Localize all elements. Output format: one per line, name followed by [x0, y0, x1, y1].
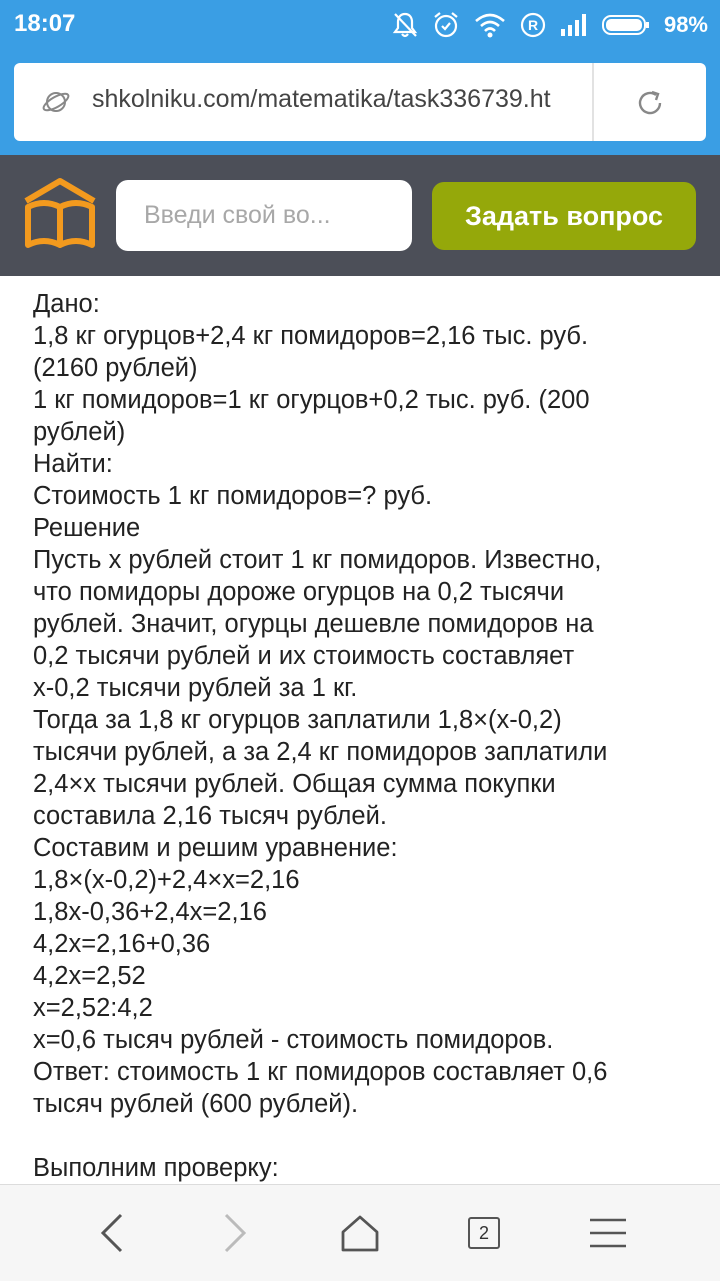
notifications-muted-icon: [392, 11, 418, 39]
forward-icon: [220, 1212, 250, 1254]
open-book-house-icon[interactable]: [22, 177, 98, 253]
reload-icon[interactable]: [634, 87, 666, 119]
ask-question-button[interactable]: Задать вопрос: [432, 182, 696, 250]
content-line: Найти:: [33, 450, 113, 478]
menu-button[interactable]: [568, 1185, 648, 1281]
content-line: (2160 рублей): [33, 354, 198, 382]
content-line: тысяч рублей (600 рублей).: [33, 1090, 359, 1118]
status-bar: [0, 0, 720, 50]
wifi-icon: [474, 12, 506, 38]
content-line: 1,8 кг огурцов+2,4 кг помидоров=2,16 тыс. руб.: [33, 322, 589, 350]
content-line: Выполним проверку:: [33, 1154, 279, 1182]
content-line: Составим и решим уравнение:: [33, 834, 398, 862]
signal-icon: [560, 13, 588, 37]
tabs-button[interactable]: [444, 1185, 524, 1281]
content-line: х-0,2 тысячи рублей за 1 кг.: [33, 674, 358, 702]
content-line: 1,8х-0,36+2,4х=2,16: [33, 898, 267, 926]
content-line: 4,2х=2,16+0,36: [33, 930, 211, 958]
content-line: 0,2 тысячи рублей и их стоимость составляет: [33, 642, 575, 670]
battery-icon: [602, 14, 650, 36]
content-line: Решение: [33, 514, 141, 542]
status-time: 18:07: [14, 10, 76, 37]
content-line: Ответ: стоимость 1 кг помидоров составляет 0,6: [33, 1058, 608, 1086]
content-line: 4,2х=2,52: [33, 962, 146, 990]
roaming-r-icon: [520, 12, 546, 38]
content-line: рублей. Значит, огурцы дешевле помидоров на: [33, 610, 594, 638]
home-button[interactable]: [320, 1185, 400, 1281]
content-line: составила 2,16 тысяч рублей.: [33, 802, 387, 830]
browser-chrome: [0, 0, 720, 155]
url-text[interactable]: shkolniku.com/matematika/task336739.ht: [92, 85, 551, 113]
question-search-input[interactable]: [116, 180, 412, 251]
content-line: Тогда за 1,8 кг огурцов заплатили 1,8×(х-0,2): [33, 706, 562, 734]
content-line: Стоимость 1 кг помидоров=? руб.: [33, 482, 433, 510]
site-globe-icon: [42, 88, 70, 116]
forward-button[interactable]: [195, 1185, 275, 1281]
content-line: Пусть х рублей стоит 1 кг помидоров. Известно,: [33, 546, 602, 574]
answer-content: [33, 288, 693, 1184]
status-icons: [392, 9, 708, 41]
back-button[interactable]: [72, 1185, 152, 1281]
content-line: 2,4×х тысячи рублей. Общая сумма покупки: [33, 770, 556, 798]
battery-percent: 98%: [663, 12, 708, 37]
content-line: тысячи рублей, а за 2,4 кг помидоров заплатили: [33, 738, 608, 766]
content-line: 1 кг помидоров=1 кг огурцов+0,2 тыс. руб. (200: [33, 386, 590, 414]
menu-icon: [589, 1217, 627, 1249]
content-line: Дано:: [33, 290, 100, 318]
tab-count: 2: [478, 1222, 489, 1243]
content-line: х=0,6 тысяч рублей - стоимость помидоров.: [33, 1026, 554, 1054]
url-divider: [592, 63, 594, 141]
url-bar[interactable]: [14, 63, 706, 141]
home-icon: [340, 1214, 380, 1252]
tabs-icon: [468, 1217, 500, 1249]
content-line: рублей): [33, 418, 126, 446]
content-line: [33, 1120, 693, 1152]
content-line: 1,8×(х-0,2)+2,4×х=2,16: [33, 866, 300, 894]
alarm-icon: [432, 11, 460, 39]
svg-text:R: R: [527, 17, 539, 33]
content-line: х=2,52:4,2: [33, 994, 153, 1022]
bottom-navigation: [0, 1184, 720, 1281]
content-line: что помидоры дороже огурцов на 0,2 тысячи: [33, 578, 565, 606]
back-icon: [97, 1212, 127, 1254]
site-header: [0, 155, 720, 276]
